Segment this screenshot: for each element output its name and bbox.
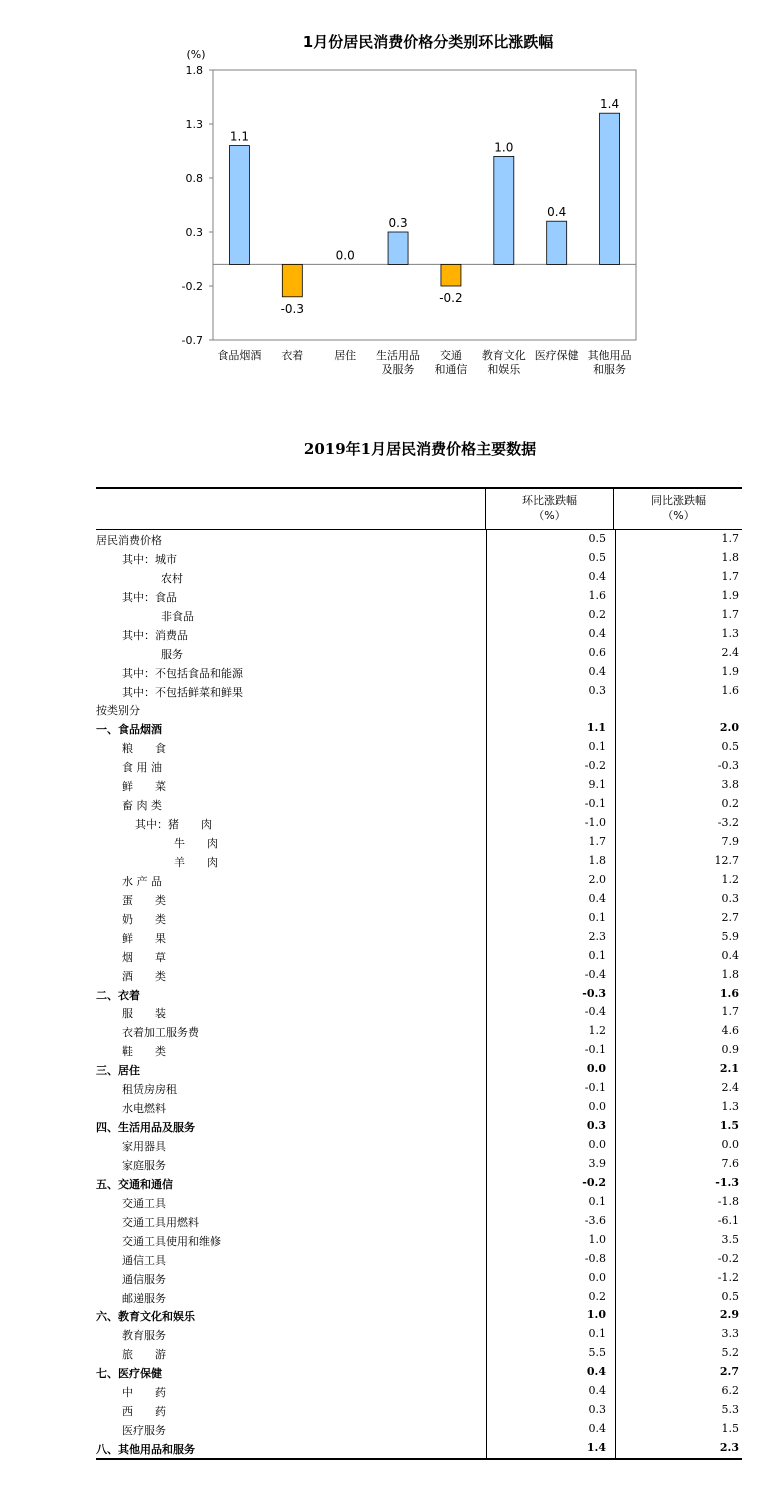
y-axis-unit: (%) <box>186 48 206 61</box>
data-label: 1.0 <box>494 140 514 155</box>
x-category-label: 和娱乐 <box>487 363 521 376</box>
row-yoy-value: 2.0 <box>719 721 739 735</box>
table-row <box>96 1041 742 1060</box>
table-row <box>96 966 742 985</box>
table-section-row <box>96 1363 742 1382</box>
row-yoy-value: 2.7 <box>721 910 739 924</box>
table-section-row <box>96 1306 742 1325</box>
data-label: -0.2 <box>439 291 463 305</box>
row-yoy-value: 1.3 <box>721 1100 739 1114</box>
row-name: 其中：猪 肉 <box>135 818 212 832</box>
row-yoy-value: -0.3 <box>717 759 739 773</box>
y-tick-label: 0.8 <box>185 172 203 185</box>
x-category-label: 及服务 <box>381 363 415 376</box>
row-name: 五、交通和通信 <box>96 1177 173 1191</box>
row-mom-value: 1.0 <box>588 1232 606 1246</box>
row-name: 衣着加工服务费 <box>122 1026 199 1040</box>
x-category-label: 和服务 <box>593 363 627 376</box>
table-row <box>96 871 742 890</box>
row-yoy-value: 1.2 <box>721 872 739 886</box>
row-yoy-value: 1.7 <box>721 607 739 621</box>
row-mom-value: 0.4 <box>588 1422 606 1436</box>
row-name: 其中：不包括食品和能源 <box>122 666 243 680</box>
row-mom-value: -3.6 <box>584 1213 606 1227</box>
chart-title: 1月份居民消费价格分类别环比涨跌幅 <box>302 33 554 51</box>
row-yoy-value: 7.9 <box>721 835 739 848</box>
row-mom-value: 0.4 <box>586 1365 606 1379</box>
table-row <box>96 1269 742 1288</box>
row-mom-value: 0.1 <box>588 910 606 924</box>
row-name: 农村 <box>161 571 183 585</box>
row-mom-value: 5.5 <box>588 1346 606 1360</box>
y-tick-label: -0.7 <box>181 334 203 347</box>
row-yoy-value: 0.5 <box>721 740 739 754</box>
row-yoy-value: 7.6 <box>721 1156 739 1170</box>
table-row <box>96 1401 742 1420</box>
row-name: 交通工具使用和维修 <box>122 1234 221 1248</box>
table-body <box>96 530 742 1460</box>
row-name: 通信服务 <box>122 1272 166 1286</box>
row-yoy-value: 2.7 <box>719 1365 739 1379</box>
row-mom-value: 2.0 <box>588 872 606 886</box>
row-name: 居民消费价格 <box>96 534 162 547</box>
row-name: 水 产 品 <box>122 874 162 888</box>
table-row <box>96 1136 742 1155</box>
data-label: -0.3 <box>280 301 305 316</box>
row-name: 粮 食 <box>122 742 166 756</box>
row-mom-value: -0.1 <box>584 797 606 811</box>
row-mom-value: 9.1 <box>588 778 606 792</box>
row-yoy-value: 0.5 <box>721 1289 739 1303</box>
x-category-label: 食品烟酒 <box>217 349 262 362</box>
table-row <box>96 1325 742 1344</box>
row-name: 教育服务 <box>122 1329 166 1343</box>
row-mom-value: 1.6 <box>588 588 606 602</box>
chart-svg <box>0 0 780 390</box>
table-row <box>96 1344 742 1363</box>
row-mom-value: 3.9 <box>588 1156 606 1170</box>
x-category-label: 交通 <box>439 349 462 362</box>
table-row <box>96 1193 742 1212</box>
row-name: 牛 肉 <box>174 837 218 850</box>
column-divider <box>486 529 487 1460</box>
row-mom-value: 0.5 <box>588 532 606 545</box>
row-mom-value: 1.0 <box>586 1308 606 1322</box>
row-yoy-value: 1.8 <box>721 967 739 981</box>
data-label: 0.0 <box>335 248 355 263</box>
row-name: 四、生活用品及服务 <box>96 1121 195 1135</box>
row-mom-value: -0.1 <box>584 1043 606 1057</box>
row-mom-value: 1.2 <box>588 1024 606 1038</box>
table-row <box>96 549 742 568</box>
row-yoy-value: 5.2 <box>721 1346 739 1360</box>
row-mom-value: 0.3 <box>588 683 606 697</box>
row-mom-value: 0.0 <box>588 1270 606 1284</box>
row-yoy-value: 1.7 <box>721 569 739 583</box>
table-row <box>96 1420 742 1439</box>
y-tick-label: 0.3 <box>185 226 203 239</box>
row-yoy-value: 5.9 <box>721 929 739 943</box>
table-row <box>96 1022 742 1041</box>
table-section-row <box>96 1174 742 1193</box>
row-name: 食 用 油 <box>122 761 162 775</box>
bar <box>600 113 620 264</box>
table-row <box>96 1003 742 1022</box>
table-row <box>96 644 742 663</box>
table-row <box>96 700 742 719</box>
row-yoy-value: 4.6 <box>721 1024 739 1038</box>
row-yoy-value: 0.3 <box>721 891 739 905</box>
row-name: 鲜 菜 <box>122 780 166 794</box>
bar <box>494 156 514 264</box>
row-name: 鲜 果 <box>122 931 166 945</box>
row-yoy-value: 3.3 <box>721 1327 739 1341</box>
row-name: 西 药 <box>122 1405 166 1419</box>
table-row <box>96 530 742 549</box>
header-yoy-label: 同比涨跌幅 <box>651 494 706 507</box>
row-yoy-value: 5.3 <box>721 1403 739 1417</box>
row-name: 三、居住 <box>96 1064 140 1078</box>
row-name: 邮递服务 <box>122 1291 166 1305</box>
table-section-row <box>96 719 742 738</box>
row-mom-value: 0.0 <box>588 1100 606 1114</box>
table-row <box>96 1231 742 1250</box>
x-category-label: 医疗保健 <box>534 349 579 362</box>
row-mom-value: 0.4 <box>588 569 606 583</box>
table-row <box>96 757 742 776</box>
table-row <box>96 1155 742 1174</box>
header-yoy-unit: （%） <box>662 509 695 522</box>
table-section-row <box>96 1117 742 1136</box>
row-yoy-value: 0.4 <box>721 948 739 962</box>
data-label: 0.4 <box>547 205 567 220</box>
table-row <box>96 606 742 625</box>
row-name: 旅 游 <box>122 1348 166 1362</box>
row-yoy-value: 12.7 <box>714 853 739 867</box>
row-yoy-value: 0.0 <box>721 1138 739 1151</box>
y-tick-label: 1.8 <box>185 64 203 77</box>
row-mom-value: 0.1 <box>588 948 606 962</box>
row-name: 其中：食品 <box>122 590 177 604</box>
bar <box>229 146 249 265</box>
cpi-data-table <box>96 487 742 1460</box>
row-name: 羊 肉 <box>174 855 218 869</box>
row-name: 酒 类 <box>122 969 166 983</box>
table-row <box>96 1098 742 1117</box>
row-name: 非食品 <box>161 609 194 623</box>
row-yoy-value: -3.2 <box>717 816 739 830</box>
row-mom-value: 0.1 <box>588 740 606 754</box>
row-yoy-value: 0.9 <box>721 1043 739 1057</box>
row-name: 一、食品烟酒 <box>96 723 162 737</box>
row-name: 水电燃料 <box>122 1102 166 1116</box>
table-row <box>96 1288 742 1307</box>
table-row <box>96 568 742 587</box>
x-category-label: 生活用品 <box>376 349 421 362</box>
table-row <box>96 682 742 701</box>
row-name: 按类别分 <box>96 704 140 718</box>
row-name: 畜 肉 类 <box>122 799 162 813</box>
row-yoy-value: 1.5 <box>721 1422 739 1436</box>
bar <box>441 264 461 286</box>
row-mom-value: 0.3 <box>588 1403 606 1417</box>
row-name: 交通工具 <box>122 1196 166 1210</box>
row-yoy-value: 3.8 <box>721 778 739 792</box>
row-yoy-value: -1.2 <box>717 1270 739 1284</box>
y-tick-label: 1.3 <box>185 118 203 131</box>
x-category-label: 其他用品 <box>587 349 632 362</box>
row-name: 服 装 <box>122 1007 166 1021</box>
row-mom-value: 0.4 <box>588 626 606 640</box>
row-mom-value: 0.5 <box>588 550 606 564</box>
row-name: 鞋 类 <box>122 1045 166 1059</box>
row-mom-value: -0.3 <box>582 986 606 1000</box>
table-row <box>96 833 742 852</box>
header-yoy <box>615 489 742 529</box>
bar <box>282 264 302 296</box>
table-row <box>96 1250 742 1269</box>
row-yoy-value: 2.3 <box>719 1441 739 1454</box>
row-name: 其中：消费品 <box>122 628 188 642</box>
table-row <box>96 1079 742 1098</box>
row-name: 六、教育文化和娱乐 <box>96 1310 195 1324</box>
bar <box>388 232 408 264</box>
table-row <box>96 587 742 606</box>
row-yoy-value: 1.9 <box>721 664 739 678</box>
row-name: 租赁房房租 <box>122 1083 177 1097</box>
row-mom-value: 0.2 <box>588 1289 606 1303</box>
row-mom-value: 0.4 <box>588 1384 606 1398</box>
header-mom-unit: （%） <box>533 509 566 522</box>
row-mom-value: 1.4 <box>586 1441 606 1454</box>
row-yoy-value: -6.1 <box>717 1213 739 1227</box>
row-name: 交通工具用燃料 <box>122 1215 199 1229</box>
row-yoy-value: 1.5 <box>719 1119 739 1133</box>
table-row <box>96 776 742 795</box>
header-mom-label: 环比涨跌幅 <box>522 494 577 507</box>
table-row <box>96 814 742 833</box>
row-yoy-value: 1.6 <box>719 986 739 1000</box>
header-mom <box>486 489 614 529</box>
table-row <box>96 625 742 644</box>
x-category-label: 居住 <box>334 349 357 362</box>
table-section-row <box>96 985 742 1004</box>
plot-frame <box>213 70 636 340</box>
table-row <box>96 852 742 871</box>
row-mom-value: 1.7 <box>588 835 606 848</box>
row-name: 蛋 类 <box>122 893 166 907</box>
row-mom-value: -0.4 <box>584 967 606 981</box>
row-name: 奶 类 <box>122 912 166 926</box>
row-yoy-value: 2.9 <box>719 1308 739 1322</box>
row-name: 二、衣着 <box>96 988 140 1002</box>
row-mom-value: -0.2 <box>582 1175 606 1189</box>
row-mom-value: 0.4 <box>588 891 606 905</box>
row-name: 家庭服务 <box>122 1158 166 1172</box>
row-mom-value: 0.4 <box>588 664 606 678</box>
row-mom-value: -0.2 <box>584 759 606 773</box>
x-category-label: 和通信 <box>434 363 468 376</box>
table-row <box>96 928 742 947</box>
table-row <box>96 663 742 682</box>
row-yoy-value: 2.4 <box>721 1081 739 1095</box>
row-mom-value: 0.1 <box>588 1194 606 1208</box>
row-yoy-value: -0.2 <box>717 1251 739 1265</box>
row-mom-value: -0.8 <box>584 1251 606 1265</box>
row-yoy-value: 1.7 <box>721 532 739 545</box>
row-name: 八、其他用品和服务 <box>96 1443 195 1456</box>
table-row <box>96 738 742 757</box>
table-row <box>96 795 742 814</box>
row-name: 通信工具 <box>122 1253 166 1267</box>
row-name: 其中：城市 <box>122 552 177 566</box>
row-name: 服务 <box>161 647 183 661</box>
row-yoy-value: 2.4 <box>721 645 739 659</box>
row-yoy-value: 2.1 <box>719 1062 739 1076</box>
table-header <box>96 487 742 530</box>
bar-chart <box>0 0 780 390</box>
data-label: 0.3 <box>388 216 408 230</box>
x-category-label: 衣着 <box>281 349 304 362</box>
row-mom-value: 0.0 <box>588 1138 606 1151</box>
row-yoy-value: 1.9 <box>721 588 739 602</box>
data-label: 1.1 <box>229 129 249 144</box>
table-section-row <box>96 1439 742 1458</box>
data-label: 1.4 <box>600 97 620 112</box>
table-row <box>96 1382 742 1401</box>
row-name: 中 药 <box>122 1386 166 1400</box>
row-name: 烟 草 <box>122 950 166 964</box>
row-mom-value: 1.1 <box>586 721 606 735</box>
row-name: 家用器具 <box>122 1140 166 1153</box>
row-mom-value: -0.4 <box>584 1005 606 1019</box>
table-title: 2019年1月居民消费价格主要数据 <box>303 440 537 458</box>
row-yoy-value: 1.8 <box>721 550 739 564</box>
bar <box>547 221 567 264</box>
row-name: 其中：不包括鲜菜和鲜果 <box>122 685 243 699</box>
table-section-row <box>96 1060 742 1079</box>
row-yoy-value: -1.3 <box>715 1175 739 1189</box>
row-yoy-value: 6.2 <box>721 1384 739 1398</box>
row-name: 七、医疗保健 <box>96 1367 162 1381</box>
row-mom-value: 1.8 <box>588 853 606 867</box>
row-mom-value: -0.1 <box>584 1081 606 1095</box>
column-divider <box>615 529 616 1460</box>
row-yoy-value: 0.2 <box>721 797 739 811</box>
y-tick-label: -0.2 <box>181 280 203 293</box>
row-mom-value: -1.0 <box>584 816 606 830</box>
row-mom-value: 0.2 <box>588 607 606 621</box>
header-blank-cell <box>96 489 486 529</box>
row-mom-value: 0.6 <box>588 645 606 659</box>
row-yoy-value: -1.8 <box>717 1194 739 1208</box>
row-mom-value: 0.1 <box>588 1327 606 1341</box>
row-mom-value: 0.3 <box>586 1119 606 1133</box>
table-row <box>96 909 742 928</box>
row-yoy-value: 1.6 <box>721 683 739 697</box>
row-yoy-value: 1.3 <box>721 626 739 640</box>
table-row <box>96 947 742 966</box>
table-row <box>96 1212 742 1231</box>
x-category-label: 教育文化 <box>481 349 526 362</box>
row-name: 医疗服务 <box>122 1424 166 1438</box>
table-row <box>96 890 742 909</box>
row-yoy-value: 3.5 <box>721 1232 739 1246</box>
row-mom-value: 2.3 <box>588 929 606 943</box>
row-mom-value: 0.0 <box>586 1062 606 1076</box>
row-yoy-value: 1.7 <box>721 1005 739 1019</box>
